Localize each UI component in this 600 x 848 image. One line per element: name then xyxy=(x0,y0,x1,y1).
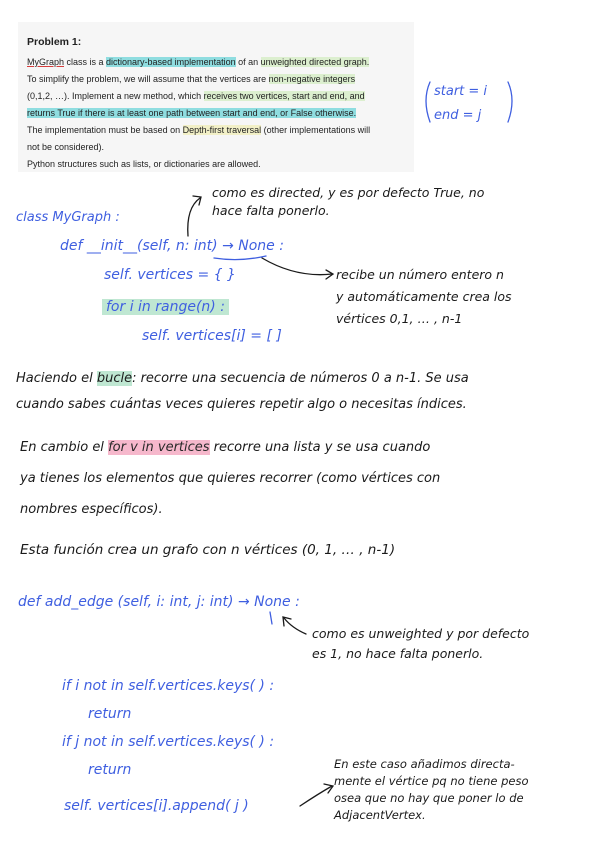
arrow-append-to-caso xyxy=(300,786,332,806)
return-line-2: return xyxy=(88,762,132,778)
note-caso-line-1: En este caso añadimos directa- xyxy=(334,757,515,771)
paragraph-for-v-line-1: En cambio el for v in vertices recorre una lista y se usa cuando xyxy=(20,440,431,455)
vertices-init-line: self. vertices = { } xyxy=(104,267,236,283)
side-note-left-paren xyxy=(426,82,430,122)
paragraph-for-v-line-2: ya tienes los elementos que quieres recorrer (como vértices con xyxy=(20,471,441,486)
paragraph-for-v-line-3: nombres específicos). xyxy=(20,502,163,517)
highlight-dfs: Depth-first traversal xyxy=(182,125,262,135)
return-line-1: return xyxy=(88,706,132,722)
paragraph-bucle-line-1: Haciendo el bucle: recorre una secuencia de números 0 a n-1. Se usa xyxy=(16,371,469,386)
problem-line-6: not be considered). xyxy=(27,142,105,152)
note-caso-line-3: osea que no hay que poner lo de xyxy=(334,791,524,805)
note-recibe-line-1: recibe un número entero n xyxy=(336,267,504,282)
append-line: self. vertices[i].append( j ) xyxy=(64,798,249,814)
class-name: MyGraph xyxy=(27,57,65,67)
for-v-highlight: for v in vertices xyxy=(108,440,210,455)
param-n: n: int xyxy=(175,238,213,254)
bucle-highlight: bucle xyxy=(96,371,133,386)
note-directed-line-1: como es directed, y es por defecto True, no xyxy=(212,185,485,200)
note-recibe-line-3: vértices 0,1, … , n-1 xyxy=(336,311,463,326)
highlight-dictionary: dictionary-based implementation xyxy=(106,57,236,67)
arrow-j-to-unweighted xyxy=(284,618,306,634)
paragraph-bucle-line-2: cuando sabes cuántas veces quieres repetir algo o necesitas índices. xyxy=(16,397,467,412)
note-unweighted-line-2: es 1, no hace falta ponerlo. xyxy=(312,646,484,661)
if-j-line: if j not in self.vertices.keys( ) : xyxy=(62,734,275,750)
underline-param-j xyxy=(270,612,272,624)
note-directed-line-2: hace falta ponerlo. xyxy=(212,203,330,218)
problem-line-3: (0,1,2, …). Implement a new method, which receives two vertices, start and end, and xyxy=(27,91,365,101)
side-note-start: start = i xyxy=(434,84,488,99)
def-init-line: def __init__(self, n: int) → None : xyxy=(60,238,284,254)
side-note-end: end = j xyxy=(434,108,482,123)
problem-line-2: To simplify the problem, we will assume that the vertices are non-negative integers xyxy=(27,74,356,84)
side-note-right-paren xyxy=(508,82,512,122)
arrow-self-to-directed xyxy=(188,198,200,236)
problem-line-5: The implementation must be based on Depth-first traversal (other implementations will xyxy=(27,125,371,135)
def-add-edge-line: def add_edge (self, i: int, j: int) → None : xyxy=(18,594,300,610)
problem-title: Problem 1: xyxy=(27,36,82,48)
highlight-receives: receives two vertices, start and end, and xyxy=(203,91,365,101)
problem-line-1: MyGraph class is a dictionary-based implementation of an unweighted directed graph. xyxy=(27,57,370,67)
class-declaration: class MyGraph : xyxy=(16,210,120,225)
paragraph-funcion: Esta función crea un grafo con n vértices (0, 1, … , n-1) xyxy=(20,542,396,558)
highlight-unweighted: unweighted directed graph. xyxy=(260,57,370,67)
note-caso-line-2: mente el vértice pq no tiene peso xyxy=(334,774,529,788)
underline-param-n xyxy=(214,256,266,260)
if-i-line: if i not in self.vertices.keys( ) : xyxy=(62,678,275,694)
vertices-assign-line: self. vertices[i] = [ ] xyxy=(142,328,282,344)
note-caso-line-4: AdjacentVertex. xyxy=(334,808,426,822)
arrow-n-to-recibe xyxy=(262,258,332,275)
note-recibe-line-2: y automáticamente crea los xyxy=(336,289,512,304)
highlight-non-negative: non-negative integers xyxy=(268,74,356,84)
for-range-highlight: for i in range(n) : xyxy=(102,299,229,315)
note-unweighted-line-1: como es unweighted y por defecto xyxy=(312,626,530,641)
highlight-returns: returns True if there is at least one path between start and end, or False otherwise. xyxy=(27,108,357,118)
problem-line-7: Python structures such as lists, or dictionaries are allowed. xyxy=(27,159,261,169)
